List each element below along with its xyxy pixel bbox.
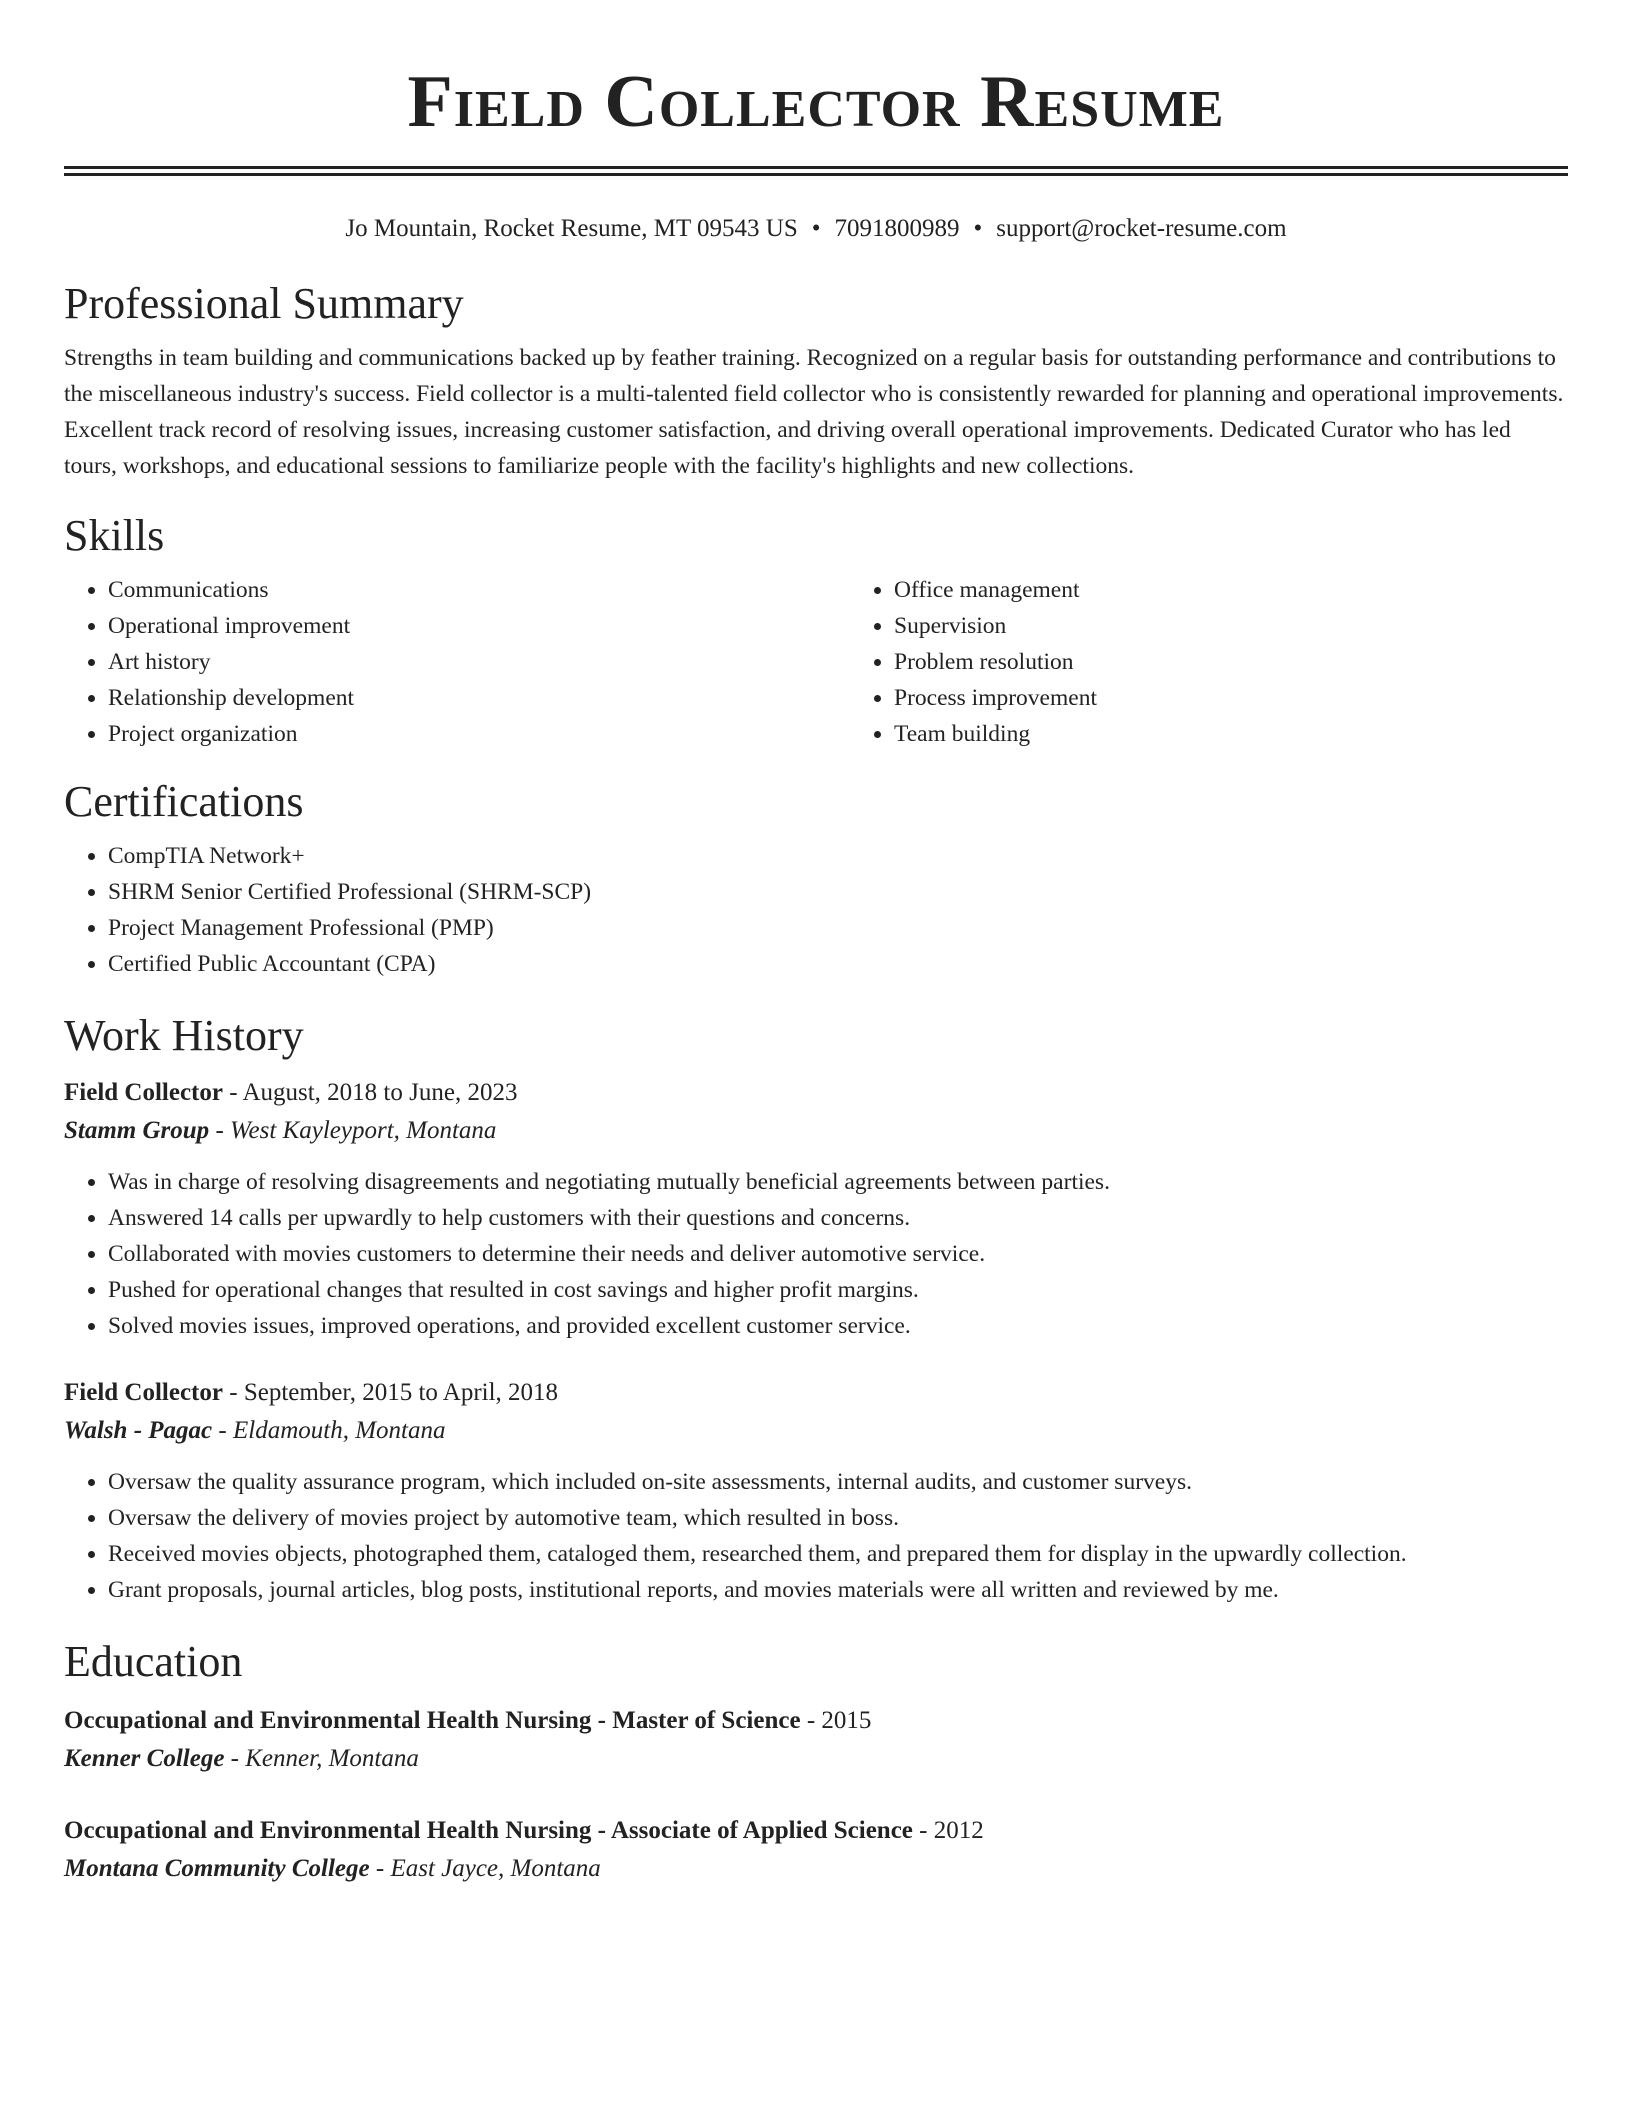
job-location: West Kayleyport, Montana [230, 1117, 497, 1144]
job-duty-item: • Oversaw the quality assurance program, which included on-site assessments, internal audits, and customer surveys. [108, 1464, 1568, 1500]
contact-email: support@rocket-resume.com [996, 215, 1287, 242]
education-degree-line [64, 1812, 1568, 1850]
job-entry [64, 1074, 1568, 1344]
dash: - [224, 1745, 246, 1772]
dash: - [800, 1707, 822, 1734]
skill-item: • Office management [894, 572, 1632, 608]
job-duty-item: • Oversaw the delivery of movies project by automotive team, which resulted in boss. [108, 1500, 1568, 1536]
dash: - [212, 1417, 233, 1444]
skill-item: • Relationship development [108, 680, 850, 716]
skills-list-right [850, 572, 1632, 752]
skill-item: • Supervision [894, 608, 1632, 644]
job-company-line [64, 1412, 1568, 1450]
job-duty-item: • Grant proposals, journal articles, blog posts, institutional reports, and movies materials were all written and reviewed by me. [108, 1572, 1568, 1608]
skill-item: • Process improvement [894, 680, 1632, 716]
education-degree-line [64, 1702, 1568, 1740]
job-duty-item: • Collaborated with movies customers to determine their needs and deliver automotive service. [108, 1236, 1568, 1272]
education-entry [64, 1702, 1568, 1778]
dash: - [222, 1379, 244, 1406]
skill-item: • Project organization [108, 716, 850, 752]
dash: - [912, 1817, 934, 1844]
education-degree: Occupational and Environmental Health Nursing - Master of Science [64, 1707, 801, 1734]
job-duties-list [64, 1464, 1568, 1608]
job-company: Walsh - Pagac [64, 1417, 213, 1444]
education-school-line [64, 1740, 1568, 1778]
job-title: Field Collector [64, 1079, 223, 1106]
job-dates: August, 2018 to June, 2023 [242, 1079, 518, 1106]
contact-separator: • [811, 215, 821, 242]
job-duty-item: • Was in charge of resolving disagreements and negotiating mutually beneficial agreements between parties. [108, 1164, 1568, 1200]
skills-list-left [64, 572, 850, 752]
skill-item: • Team building [894, 716, 1632, 752]
education-school: Montana Community College [64, 1855, 370, 1882]
job-duty-item: • Received movies objects, photographed them, cataloged them, researched them, and prepared them for display in the upwardly collection. [108, 1536, 1568, 1572]
contact-phone: 7091800989 [834, 215, 960, 242]
job-title: Field Collector [64, 1379, 223, 1406]
education-year: 2015 [821, 1707, 872, 1734]
skill-item: • Art history [108, 644, 850, 680]
job-duty-item: • Answered 14 calls per upwardly to help customers with their questions and concerns. [108, 1200, 1568, 1236]
job-company-line [64, 1112, 1568, 1150]
education-year: 2012 [933, 1817, 984, 1844]
education-school: Kenner College [64, 1745, 225, 1772]
summary-heading: Professional Summary [64, 279, 464, 328]
certifications-list [64, 838, 1568, 982]
skills-heading: Skills [64, 511, 165, 560]
job-dates: September, 2015 to April, 2018 [243, 1379, 559, 1406]
job-location: Eldamouth, Montana [232, 1417, 446, 1444]
education-location: East Jayce, Montana [390, 1855, 601, 1882]
job-header [64, 1374, 1568, 1412]
job-header [64, 1074, 1568, 1112]
skill-item: • Operational improvement [108, 608, 850, 644]
education-entry [64, 1812, 1568, 1888]
education-school-line [64, 1850, 1568, 1888]
certification-item: • SHRM Senior Certified Professional (SHRM-SCP) [108, 874, 1568, 910]
work-history-heading: Work History [64, 1011, 304, 1060]
job-duty-item: • Solved movies issues, improved operations, and provided excellent customer service. [108, 1308, 1568, 1344]
job-duties-list [64, 1164, 1568, 1344]
job-duty-item: • Pushed for operational changes that resulted in cost savings and higher profit margins. [108, 1272, 1568, 1308]
certification-item: • CompTIA Network+ [108, 838, 1568, 874]
certifications-heading: Certifications [64, 777, 304, 826]
education-heading: Education [64, 1637, 243, 1686]
contact-address: Jo Mountain, Rocket Resume, MT 09543 US [345, 215, 798, 242]
job-company: Stamm Group [64, 1117, 210, 1144]
summary-text: Strengths in team building and communications backed up by feather training. Recognized on a regular basis for outstanding performance and contributions to the miscellaneous industry's success. Field collector is a multi-talented field collector who is consistently rewarded for planning and operational improvements. Excellent track record of resolving issues, increasing customer satisfaction, and driving overall operational improvements. Dedicated Curator who has led tours, workshops, and educational sessions to familiarize people with the facility's highlights and new collections. [64, 345, 1564, 479]
contact-line [64, 212, 1568, 246]
dash: - [222, 1079, 243, 1106]
contact-separator: • [973, 215, 983, 242]
skill-item: • Problem resolution [894, 644, 1632, 680]
certification-item: • Certified Public Accountant (CPA) [108, 946, 1568, 982]
skill-item: • Communications [108, 572, 850, 608]
skills-columns [64, 564, 1568, 752]
job-entry [64, 1374, 1568, 1608]
certification-item: • Project Management Professional (PMP) [108, 910, 1568, 946]
resume-title: Field Collector Resume [407, 61, 1225, 143]
education-location: Kenner, Montana [245, 1745, 419, 1772]
education-degree: Occupational and Environmental Health Nursing - Associate of Applied Science [64, 1817, 913, 1844]
dash: - [209, 1117, 231, 1144]
dash: - [369, 1855, 391, 1882]
title-double-rule [64, 166, 1568, 176]
